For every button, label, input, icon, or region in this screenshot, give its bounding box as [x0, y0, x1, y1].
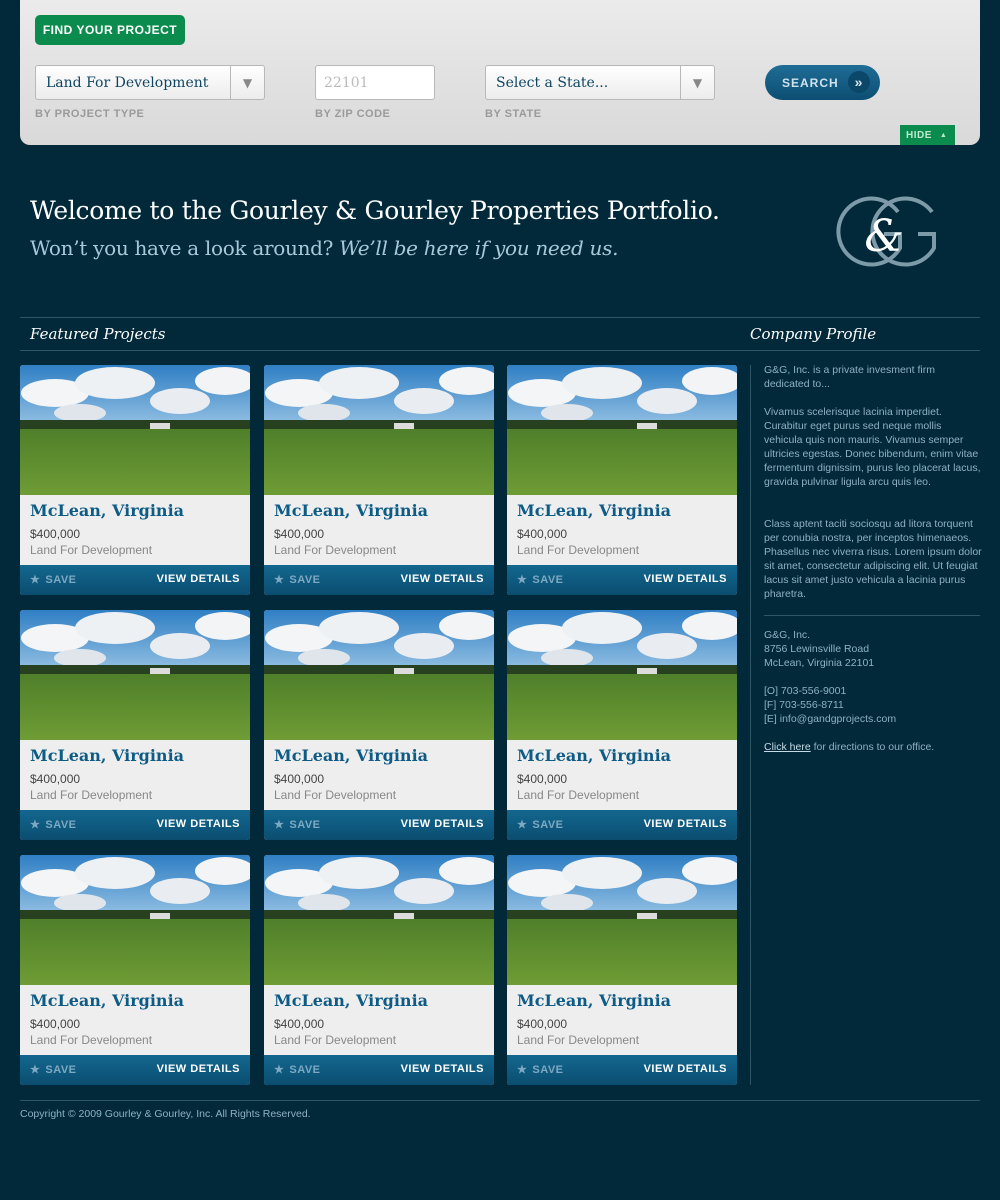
state-label: BY STATE — [485, 108, 542, 120]
search-button[interactable] — [765, 65, 880, 100]
project-type: Land For Development — [274, 1033, 397, 1047]
divider — [20, 350, 980, 351]
company-address — [764, 628, 982, 670]
project-price: $400,000 — [30, 527, 81, 541]
project-city[interactable]: McLean, Virginia — [30, 501, 185, 520]
double-chevron-right-icon: » — [848, 71, 870, 93]
project-city[interactable]: McLean, Virginia — [517, 746, 672, 765]
star-icon: ★ — [30, 574, 41, 586]
welcome-subtitle-italic: We’ll be here if you need us. — [339, 236, 619, 260]
search-panel — [20, 0, 980, 145]
company-phone: [O] 703-556-9001 — [764, 685, 847, 697]
company-city: McLean, Virginia 22101 — [764, 657, 875, 669]
project-city[interactable]: McLean, Virginia — [274, 991, 429, 1010]
project-action-bar — [264, 1055, 494, 1085]
view-details-button[interactable]: VIEW DETAILS — [400, 818, 484, 830]
save-label: SAVE — [289, 573, 321, 586]
project-type: Land For Development — [30, 543, 153, 557]
save-button[interactable] — [30, 818, 77, 831]
view-details-button[interactable]: VIEW DETAILS — [156, 1063, 240, 1075]
project-card[interactable] — [507, 855, 737, 1085]
star-icon: ★ — [274, 574, 285, 586]
company-profile-heading: Company Profile — [750, 325, 877, 343]
state-value: Select a State... — [496, 74, 609, 91]
project-card[interactable] — [264, 365, 494, 595]
project-city[interactable]: McLean, Virginia — [30, 746, 185, 765]
star-icon: ★ — [274, 1064, 285, 1076]
project-price: $400,000 — [517, 527, 568, 541]
company-fax: [F] 703-556-8711 — [764, 699, 844, 711]
svg-text:&: & — [864, 211, 904, 262]
project-photo[interactable] — [507, 610, 737, 740]
save-label: SAVE — [289, 1063, 321, 1076]
project-type: Land For Development — [30, 788, 153, 802]
zip-code-label: BY ZIP CODE — [315, 108, 391, 120]
view-details-button[interactable]: VIEW DETAILS — [643, 818, 727, 830]
project-card[interactable] — [264, 610, 494, 840]
hide-button[interactable] — [900, 125, 955, 145]
project-action-bar — [20, 565, 250, 595]
project-card[interactable] — [507, 365, 737, 595]
save-button[interactable] — [274, 818, 321, 831]
featured-projects-heading: Featured Projects — [30, 325, 166, 343]
save-label: SAVE — [532, 1063, 564, 1076]
welcome-subtitle — [30, 236, 618, 260]
view-details-button[interactable]: VIEW DETAILS — [156, 573, 240, 585]
project-action-bar — [264, 565, 494, 595]
project-card[interactable] — [20, 855, 250, 1085]
company-paragraph-2: Class aptent taciti sociosqu ad litora torquent per conubia nostra, per inceptos himenaeos. Phasellus nec viverra risus. Lorem ipsum dolor sit amet, consectetur adipiscing elit. Ut feugiat lacus sit amet justo vehicula a lacinia purus pharetra. — [764, 518, 982, 600]
star-icon: ★ — [517, 1064, 528, 1076]
project-price: $400,000 — [274, 772, 325, 786]
chevron-down-icon[interactable]: ▼ — [680, 66, 714, 99]
project-type-select[interactable] — [35, 65, 265, 100]
save-label: SAVE — [45, 573, 77, 586]
save-button[interactable] — [30, 1063, 77, 1076]
gg-logo — [828, 196, 940, 270]
welcome-subtitle-plain: Won’t you have a look around? — [30, 236, 334, 260]
project-action-bar — [20, 1055, 250, 1085]
company-directions — [764, 740, 982, 754]
project-photo[interactable] — [264, 365, 494, 495]
company-contact — [764, 684, 982, 726]
project-price: $400,000 — [517, 772, 568, 786]
save-label: SAVE — [289, 818, 321, 831]
view-details-button[interactable]: VIEW DETAILS — [400, 1063, 484, 1075]
footer-divider — [20, 1100, 980, 1101]
project-price: $400,000 — [517, 1017, 568, 1031]
project-price: $400,000 — [274, 1017, 325, 1031]
project-type: Land For Development — [274, 543, 397, 557]
view-details-button[interactable]: VIEW DETAILS — [643, 1063, 727, 1075]
copyright: Copyright © 2009 Gourley & Gourley, Inc. All Rights Reserved. — [20, 1108, 311, 1120]
project-card[interactable] — [507, 610, 737, 840]
project-action-bar — [20, 810, 250, 840]
star-icon: ★ — [274, 819, 285, 831]
company-name: G&G, Inc. — [764, 629, 811, 641]
view-details-button[interactable]: VIEW DETAILS — [400, 573, 484, 585]
save-button[interactable] — [517, 573, 564, 586]
company-intro: G&G, Inc. is a private invesment firm dedicated to... — [764, 364, 935, 390]
chevron-down-icon[interactable]: ▼ — [230, 66, 264, 99]
project-price: $400,000 — [30, 772, 81, 786]
view-details-button[interactable]: VIEW DETAILS — [643, 573, 727, 585]
state-select[interactable] — [485, 65, 715, 100]
project-card[interactable] — [20, 365, 250, 595]
divider — [764, 615, 980, 616]
star-icon: ★ — [517, 819, 528, 831]
zip-code-input[interactable]: 22101 — [315, 65, 435, 100]
star-icon: ★ — [30, 819, 41, 831]
project-price: $400,000 — [274, 527, 325, 541]
project-photo[interactable] — [264, 855, 494, 985]
save-label: SAVE — [532, 573, 564, 586]
project-price: $400,000 — [30, 1017, 81, 1031]
project-card[interactable] — [20, 610, 250, 840]
find-your-project-button[interactable]: FIND YOUR PROJECT — [35, 15, 185, 45]
directions-link[interactable]: Click here — [764, 741, 811, 753]
save-button[interactable] — [517, 818, 564, 831]
project-city[interactable]: McLean, Virginia — [274, 746, 429, 765]
project-action-bar — [507, 565, 737, 595]
company-paragraph-1: Vivamus scelerisque lacinia imperdiet. Curabitur eget purus sed neque mollis vehicula quis non mauris. Vivamus semper ultricies egestas. Donec bibendum, enim vitae fermentum dignissim, purus leo placerat lacus, gravida pulvinar ligula arcu quis leo. — [764, 406, 981, 488]
project-type: Land For Development — [274, 788, 397, 802]
save-button[interactable] — [274, 1063, 321, 1076]
project-type: Land For Development — [30, 1033, 153, 1047]
project-type: Land For Development — [517, 788, 640, 802]
project-photo[interactable] — [20, 855, 250, 985]
project-type: Land For Development — [517, 1033, 640, 1047]
hide-button-label: HIDE — [906, 129, 932, 141]
project-action-bar — [507, 1055, 737, 1085]
search-button-label: SEARCH — [782, 75, 839, 90]
save-label: SAVE — [45, 818, 77, 831]
project-type: Land For Development — [517, 543, 640, 557]
arrow-up-icon: ▲ — [939, 131, 948, 139]
welcome-title: Welcome to the Gourley & Gourley Properties Portfolio. — [30, 196, 720, 225]
save-button[interactable] — [30, 573, 77, 586]
project-city[interactable]: McLean, Virginia — [517, 991, 672, 1010]
company-email: [E] info@gandgprojects.com — [764, 713, 897, 725]
project-city[interactable]: McLean, Virginia — [30, 991, 185, 1010]
project-action-bar — [507, 810, 737, 840]
save-label: SAVE — [532, 818, 564, 831]
star-icon: ★ — [30, 1064, 41, 1076]
project-type-label: BY PROJECT TYPE — [35, 108, 145, 120]
project-card[interactable] — [264, 855, 494, 1085]
save-button[interactable] — [274, 573, 321, 586]
project-photo[interactable] — [507, 855, 737, 985]
project-photo[interactable] — [20, 365, 250, 495]
project-action-bar — [264, 810, 494, 840]
project-photo[interactable] — [507, 365, 737, 495]
star-icon: ★ — [517, 574, 528, 586]
directions-text: for directions to our office. — [810, 741, 935, 753]
project-type-value: Land For Development — [46, 74, 209, 91]
view-details-button[interactable]: VIEW DETAILS — [156, 818, 240, 830]
company-street: 8756 Lewinsville Road — [764, 643, 870, 655]
project-city[interactable]: McLean, Virginia — [274, 501, 429, 520]
save-label: SAVE — [45, 1063, 77, 1076]
sidebar-divider — [750, 365, 751, 1085]
project-photo[interactable] — [20, 610, 250, 740]
project-city[interactable]: McLean, Virginia — [517, 501, 672, 520]
project-photo[interactable] — [264, 610, 494, 740]
save-button[interactable] — [517, 1063, 564, 1076]
divider — [20, 317, 980, 318]
